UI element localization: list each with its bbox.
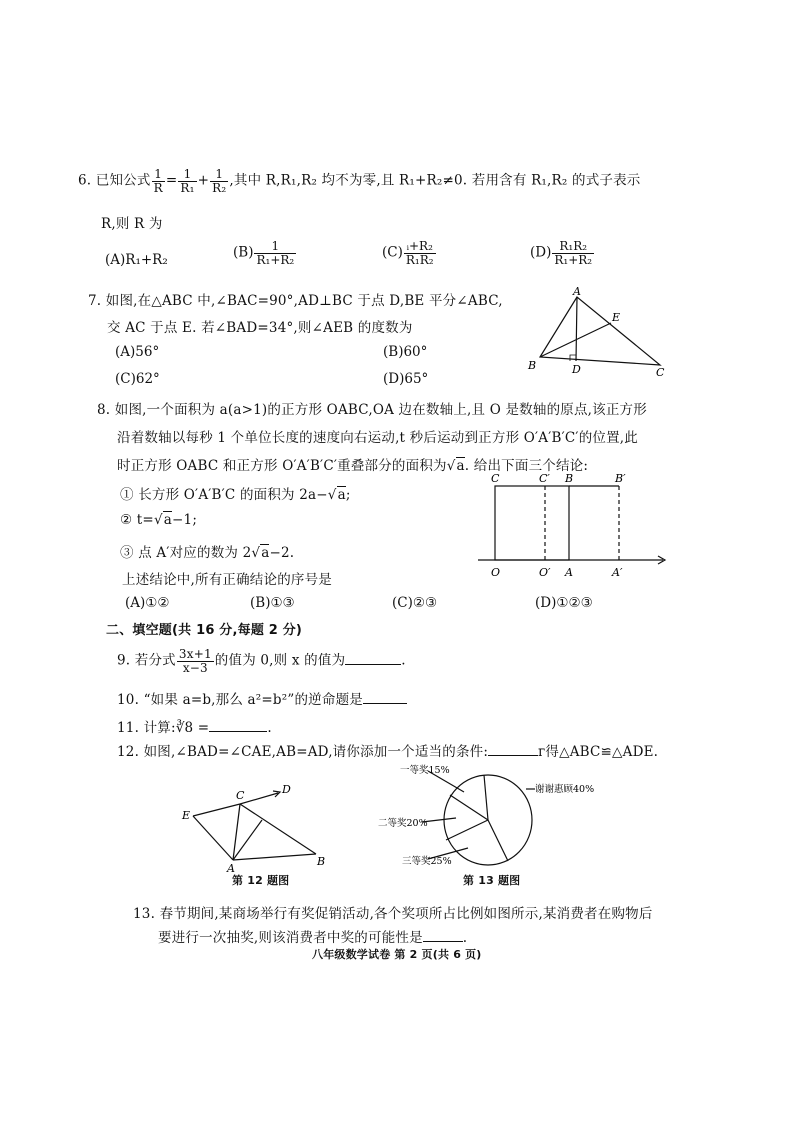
q9-frac-den: x−3 — [182, 660, 208, 675]
q9-stem-b: 的值为 0,则 x 的值为 — [214, 652, 346, 669]
q8-line3: 时正方形 OABC 和正方形 O′A′B′C′重叠部分的面积为√a. 给出下面三个结论: — [117, 458, 589, 474]
q8-option-d: (D)①②③ — [535, 595, 593, 611]
q8-option-b: (B)①③ — [250, 595, 295, 611]
q9-line — [117, 648, 406, 674]
q7-label-e: E — [612, 311, 621, 324]
section-2-title: 二、填空题(共 16 分,每题 2 分) — [106, 623, 303, 638]
q8-label-b: B — [565, 472, 574, 485]
q6-option-b-num: 1 — [254, 240, 296, 254]
q6-option-c-den: R₁R₂ — [405, 252, 434, 267]
q13-pie-figure — [378, 760, 608, 872]
q13-line2-text: 要进行一次抽奖,则该消费者中奖的可能性是 — [158, 930, 423, 946]
q11-answer-blank[interactable] — [209, 719, 267, 732]
q8-c2-mark: ② — [120, 512, 133, 528]
q6-option-a-text: R₁+R₂ — [125, 252, 168, 268]
q8-c3-mark: ③ — [120, 545, 134, 561]
q6-formula-t2 — [210, 168, 228, 194]
q13-slice-boundary-2 — [488, 820, 508, 861]
q8-c1-mark: ① — [120, 487, 134, 503]
q6-option-c-num: ᵢ+R₂ — [404, 240, 436, 254]
q12-segment-ab — [233, 854, 316, 860]
q6-line1: 6. 已知公式 $\frac{1}{R}$ = $\frac{1}{\text{R₁}}$ + $\frac{1}{\text{R₂}}$ ,其中 R,R₁,R₂ 均不为零,且 R₁+R₂≠0. 若用含有 R₁,R₂ 的式子表示 — [78, 167, 641, 195]
q6-option-d-den: R₁+R₂ — [554, 252, 593, 267]
q6-option-b-label: (B) — [233, 244, 254, 261]
q7-right-angle-mark — [570, 355, 576, 361]
q7-label-c: C — [656, 366, 665, 377]
q6-lhs-num: 1 — [152, 168, 165, 182]
q6-option-d-frac — [552, 240, 594, 266]
q8-c2-b: −1; — [172, 512, 198, 528]
q7-option-a: (A)56° — [115, 344, 160, 360]
q8-line1-text: 如图,一个面积为 a(a>1)的正方形 OABC,OA 边在数轴上,且 O 是数轴的原点,该正方形 — [114, 402, 647, 418]
q12-figure — [178, 782, 338, 882]
q12-stem-a: 如图,∠BAD=∠CAE,AB=AD,请你添加一个适当的条件: — [143, 744, 489, 760]
q13-line2 — [158, 926, 467, 946]
q8-conclusion-2: ② t=√a−1; — [120, 512, 198, 528]
q12-label-e: E — [182, 809, 191, 822]
q8-c3-sqrt: a — [261, 545, 270, 561]
q12-segment-ec — [193, 804, 240, 816]
q6-t1-num: 1 — [178, 168, 196, 182]
q8-label-a-prime: A′ — [612, 566, 623, 579]
q8-line3-b: . 给出下面三个结论: — [464, 458, 589, 474]
q12-segment-ae — [193, 816, 233, 860]
q7-line2: 交 AC 于点 E. 若∠BAD=34°,则∠AEB 的度数为 — [107, 320, 413, 336]
q11-stem: 计算:∛8 = — [143, 720, 210, 736]
q8-label-o-prime: O′ — [539, 566, 551, 579]
q8-label-a: A — [565, 566, 573, 579]
q7-label-d: D — [572, 363, 581, 376]
q8-label-b-prime: B′ — [615, 472, 626, 485]
q12-line — [117, 740, 658, 760]
q10-stem: “如果 a=b,那么 a²=b²”的逆命题是 — [143, 692, 363, 708]
q6-stem-b: ,其中 R,R₁,R₂ 均不为零,且 R₁+R₂≠0. 若用含有 R₁,R₂ 的式子表示 — [229, 172, 641, 189]
q7-label-b: B — [528, 359, 537, 372]
q7-triangle-figure — [525, 285, 675, 377]
q13-number: 13. — [133, 906, 156, 922]
q12-label-a: A — [227, 862, 235, 875]
q13-slice-label-3: 三等奖25% — [402, 856, 452, 867]
q13-slice-label-2: 谢谢惠顾40% — [535, 784, 595, 795]
q12-stem-b: г得△ABC≌△ADE. — [538, 744, 659, 760]
q8-ask: 上述结论中,所有正确结论的序号是 — [122, 572, 332, 588]
q8-option-a: (A)①② — [125, 595, 170, 611]
q12-segment-cd — [240, 793, 278, 804]
q9-fraction — [177, 648, 214, 674]
q6-lhs-den: R — [153, 180, 163, 195]
q7-option-b: (B)60° — [383, 344, 428, 360]
q6-option-b-frac — [254, 240, 296, 266]
q10-number: 10. — [117, 692, 140, 708]
q6-option-a-label: (A) — [105, 252, 126, 268]
q13-line1 — [133, 902, 653, 922]
q8-c2-sqrt: a — [163, 512, 173, 528]
q8-c1-sqrt: a — [337, 487, 346, 503]
q7-option-d: (D)65° — [383, 371, 429, 387]
q12-label-c: C — [236, 789, 245, 802]
q13-slice-boundary-4 — [450, 795, 488, 820]
q13-end: . — [462, 930, 468, 946]
q8-c1-a: 长方形 O′A′B′C 的面积为 2a− — [133, 487, 328, 503]
q13-slice-boundary-1 — [484, 775, 488, 820]
q6-formula-lhs — [152, 168, 165, 194]
q11-end: . — [267, 720, 272, 736]
q12-label-d: D — [282, 783, 291, 796]
q8-c3-b: −2. — [269, 545, 295, 561]
q8-line2: 沿着数轴以每秒 1 个单位长度的速度向右运动,t 秒后运动到正方形 O′A′B′C′的位置,此 — [117, 430, 638, 446]
q8-square-figure — [478, 472, 673, 584]
q13-caption: 第 13 题图 — [463, 874, 521, 887]
q7-segment-ad — [576, 297, 577, 361]
q8-number: 8. — [97, 402, 111, 418]
q13-slice-label-4: 二等奖20% — [378, 818, 428, 829]
q6-option-b — [233, 240, 297, 266]
q7-line1-text: 如图,在△ABC 中,∠BAC=90°,AD⊥BC 于点 D,BE 平分∠ABC, — [105, 293, 503, 309]
q8-label-o: O — [491, 566, 501, 579]
q8-square-oabc — [495, 486, 569, 560]
q11-line — [117, 716, 272, 736]
q7-label-a: A — [573, 285, 581, 298]
q8-line3-sqrt: a — [456, 458, 465, 474]
q7-number: 7. — [88, 293, 102, 309]
q7-option-c: (C)62° — [115, 371, 160, 387]
q13-slice-boundary-3 — [446, 820, 488, 840]
q8-c3-a: 点 A′对应的数为 2 — [133, 545, 252, 561]
q9-number: 9. — [117, 652, 131, 669]
q6-option-b-den: R₁+R₂ — [256, 252, 295, 267]
q8-c1-b: ; — [345, 487, 351, 503]
q9-answer-blank[interactable] — [345, 652, 401, 665]
q8-c2-a: t= — [132, 512, 154, 528]
q6-t1-den: R₁ — [180, 180, 195, 195]
q12-caption: 第 12 题图 — [232, 874, 290, 887]
q12-answer-blank[interactable] — [488, 743, 538, 756]
q13-slice-label-1: 一等奖15% — [400, 765, 450, 776]
q6-option-d-label: (D) — [530, 244, 552, 261]
q6-option-a — [105, 252, 168, 268]
q9-end: . — [401, 652, 406, 669]
q6-option-c-frac — [404, 240, 436, 266]
q10-answer-blank[interactable] — [363, 691, 407, 704]
q6-option-d — [530, 240, 595, 266]
q9-frac-num: 3x+1 — [178, 647, 212, 661]
q6-number: 6. — [78, 172, 92, 189]
q6-line2: R,则 R 为 — [101, 216, 163, 232]
q6-option-c-label: (C) — [382, 244, 403, 261]
q6-t2-den: R₂ — [212, 180, 227, 195]
q6-stem-a: 已知公式 — [95, 172, 151, 189]
q8-label-c-prime: C′ — [539, 472, 550, 485]
q8-conclusion-3: ③ 点 A′对应的数为 2√a−2. — [120, 545, 295, 561]
q6-option-c — [382, 240, 437, 266]
q12-number: 12. — [117, 744, 140, 760]
page-footer: 八年级数学试卷 第 2 页(共 6 页) — [312, 948, 482, 961]
q13-line1-text: 春节期间,某商场举行有奖促销活动,各个奖项所占比例如图所示,某消费者在购物后 — [159, 906, 653, 922]
q8-line3-a: 时正方形 OABC 和正方形 O′A′B′C′重叠部分的面积为 — [117, 458, 447, 474]
q12-segment-cb — [240, 804, 316, 854]
q10-line — [117, 688, 407, 708]
q6-t2-num: 1 — [210, 168, 228, 182]
q6-formula-t1 — [178, 168, 196, 194]
q12-label-b: B — [317, 855, 326, 868]
q8-label-c: C — [491, 472, 500, 485]
q8-conclusion-1: ① 长方形 O′A′B′C 的面积为 2a−√a; — [120, 487, 351, 503]
q7-triangle-abc — [540, 297, 660, 365]
q6-option-d-num: R₁R₂ — [552, 240, 594, 254]
q8-option-c: (C)②③ — [392, 595, 438, 611]
q8-line1 — [97, 398, 647, 418]
q13-answer-blank[interactable] — [423, 929, 463, 942]
q11-number: 11. — [117, 720, 140, 736]
q7-line1 — [88, 289, 503, 309]
q9-stem-a: 若分式 — [134, 652, 176, 669]
